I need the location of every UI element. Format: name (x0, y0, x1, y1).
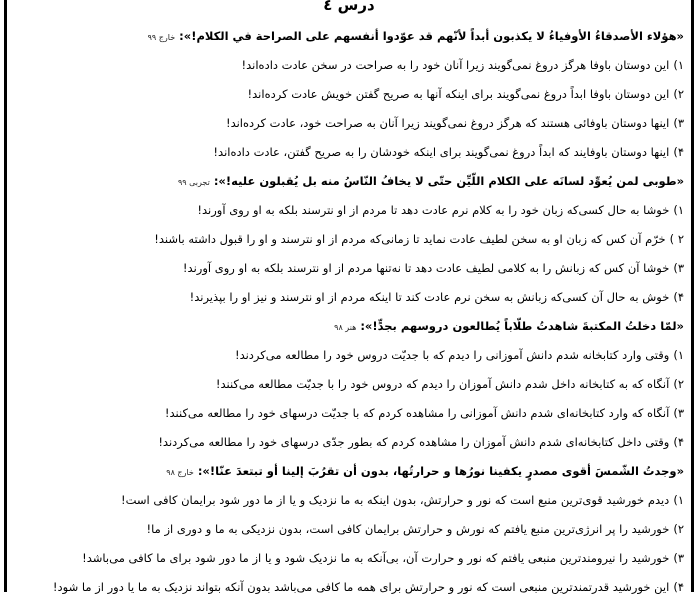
question-1-option-4[interactable]: ۴)اینها دوستان باوفایند که ابداً دروغ نمی‌گویند برای اینکه خودشان را به صریح گفتن، عادت داده‌اند! (213, 145, 684, 159)
question-2-option-3[interactable]: ۳)خوشا آن کس که زبانش را به کلامی لطیف عادت دهد تا نه‌تنها مردم از او نترسند بلکه به او روی آورند! (182, 261, 684, 275)
question-1-option-3[interactable]: ۳)اینها دوستان باوفائی هستند که هرگز دروغ نمی‌گویند زیرا آنان به صراحت خود، عادت کرده‌اند! (225, 116, 684, 130)
question-4-stem: «وجدتُ الشّمسَ أقوى مصدرٍ يكفينا نورُها و حرارتُها، بدون أن تقرُبَ إلينا أو تبتعدَ عنّا!»:خارج ۹۸ (166, 464, 684, 478)
question-1-option-1[interactable]: ۱)این دوستان باوفا هرگز دروغ نمی‌گویند زیرا آنان خود را به صراحت در سخن عادت داده‌اند! (241, 58, 684, 72)
question-3-option-2[interactable]: ۲)آنگاه که به کتابخانه داخل شدم دانش آموزان را دیدم که دروس خود را با جدیّت مطالعه می‌کنند! (215, 377, 684, 391)
question-3-option-3[interactable]: ۳)آنگاه که وارد کتابخانه‌ای شدم دانش آموزانی را مشاهده کردم که با جدیّت درسهای خود را مطالعه می‌کنند! (164, 406, 684, 420)
question-3-stem: «لمّا دخلتُ المكتبةَ شاهدتُ طلّاباً يُطالعون دروسهم بجدٍّ!»:هنر ۹۸ (334, 319, 684, 333)
question-2-option-2[interactable]: ۲ )خرّم آن کس که زبان او به سخن لطیف عادت نماید تا زمانی‌که مردم از او نترسند و او را قبول داشته باشند! (154, 232, 684, 246)
question-4-option-4[interactable]: ۴)این خورشید قدرتمندترین منبعی است که نور و حرارتش برای همه ما کافی می‌باشد بدون آنکه بتواند نزدیک به ما یا دور از ما شود! (52, 580, 684, 594)
left-border-rule (4, 0, 7, 592)
question-2-option-4[interactable]: ۴)خوش به حال آن کسی‌که زبانش به سخن نرم عادت کند تا اینکه مردم از او نترسند و نیز او را بپذیرند! (189, 290, 684, 304)
question-1-stem: «هؤلاء الأصدقاءُ الأوفياءُ لا يكذبون أبداً لأنّهم قد عوّدوا أنفسهم على الصراحة في الكلام!»:خارج ۹۹ (147, 29, 684, 43)
question-2-option-1[interactable]: ۱)خوشا به حال کسی‌که زبان خود را به کلام نرم عادت دهد تا مردم از او نترسند بلکه به او روی آورند! (197, 203, 684, 217)
question-4-option-1[interactable]: ۱)دیدم خورشید قوی‌ترین منبع است که نور و حرارتش، بدون اینکه به ما نزدیک و یا از ما دور شود برایمان کافی است! (120, 493, 684, 507)
question-source: هنر ۹۸ (334, 323, 357, 332)
question-1-option-2[interactable]: ۲)این دوستان باوفا ابداً دروغ نمی‌گویند برای اینکه آنها به صریح گفتن خویش عادت کرده‌اند! (247, 87, 684, 101)
lesson-title: درس ٤ (323, 0, 375, 14)
right-border-rule (691, 0, 694, 592)
question-source: خارج ۹۹ (147, 33, 176, 42)
question-source: خارج ۹۸ (166, 468, 194, 477)
question-4-option-2[interactable]: ۲)خورشید را پر انرژی‌ترین منبع یافتم که نورش و حرارتش برایمان کافی است، بدون نزدیکی به ما و دوری از ما! (146, 522, 684, 536)
question-3-option-4[interactable]: ۴)وقتی داخل کتابخانه‌ای شدم دانش آموزان را مشاهده کردم که بطور جدّی درسهای خود را مطالعه می‌کردند! (158, 435, 684, 449)
question-3-option-1[interactable]: ۱)وقتی وارد کتابخانه شدم دانش آموزانی را دیدم که با جدیّت دروس خود را مطالعه می‌کردند! (234, 348, 684, 362)
questions-list (14, 22, 684, 602)
question-2-stem: «طوبى لمن يُعوِّد لسانَه على الكلام اللّيِّن حتّى لا يخافُ النّاسُ منه بل يُقبلون عليه!»:تجربی ۹۹ (177, 174, 684, 188)
question-4-option-3[interactable]: ۳)خورشید را نیرومندترین منبعی یافتم که نور و حرارت آن، بی‌آنکه به ما نزدیک شود و یا از ما دور شود برای ما کافی می‌باشد! (82, 551, 684, 565)
question-source: تجربی ۹۹ (177, 178, 210, 187)
